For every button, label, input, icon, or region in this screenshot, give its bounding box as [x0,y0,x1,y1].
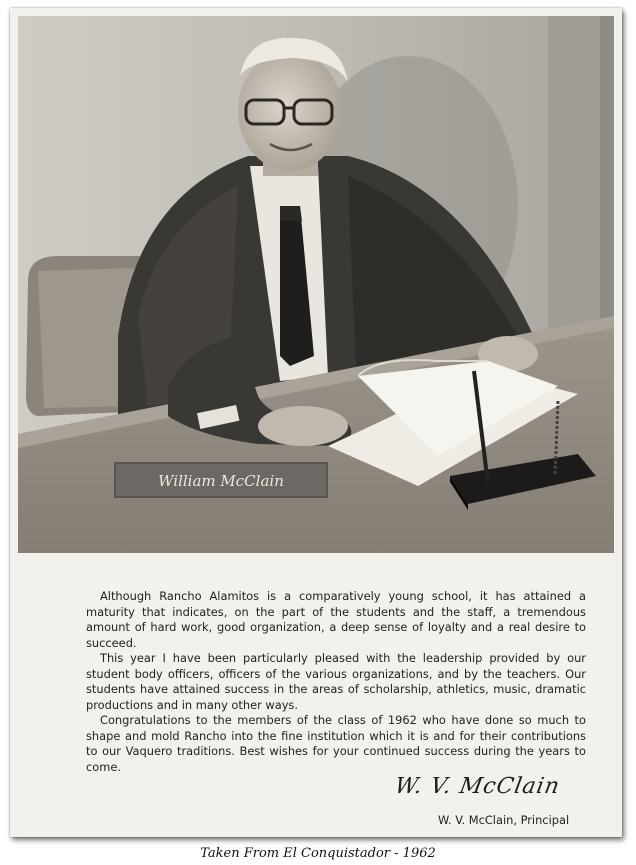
yearbook-page [10,8,622,837]
nameplate [114,462,328,498]
source-caption: Taken From El Conquistador - 1962 [200,846,436,861]
letter-paragraph: Congratulations to the members of the class of 1962 who have done so much to shape and mold Rancho into the fine institution which it is and for their contributions to our Vaquero traditions. Best wishes for your continued success during the years to come. [86,713,586,774]
nameplate-label: William McClain [158,472,284,490]
letter-paragraph: This year I have been particularly pleased with the leadership provided by our student body officers, officers of the various organizations, and by the teachers. Our students have attained success in the areas of scholarship, athletics, music, dramatic productions and in many other ways. [86,651,586,712]
handwritten-signature: W. V. McClain [392,774,563,799]
signature-caption: W. V. McClain, Principal [438,813,570,827]
principal-letter [86,589,586,775]
letter-paragraph: Although Rancho Alamitos is a comparatively young school, it has attained a maturity that indicates, on the part of the students and the staff, a tremendous amount of hard work, good organization, a deep sense of loyalty and a real desire to succeed. [86,589,586,650]
principal-photo [18,16,614,553]
